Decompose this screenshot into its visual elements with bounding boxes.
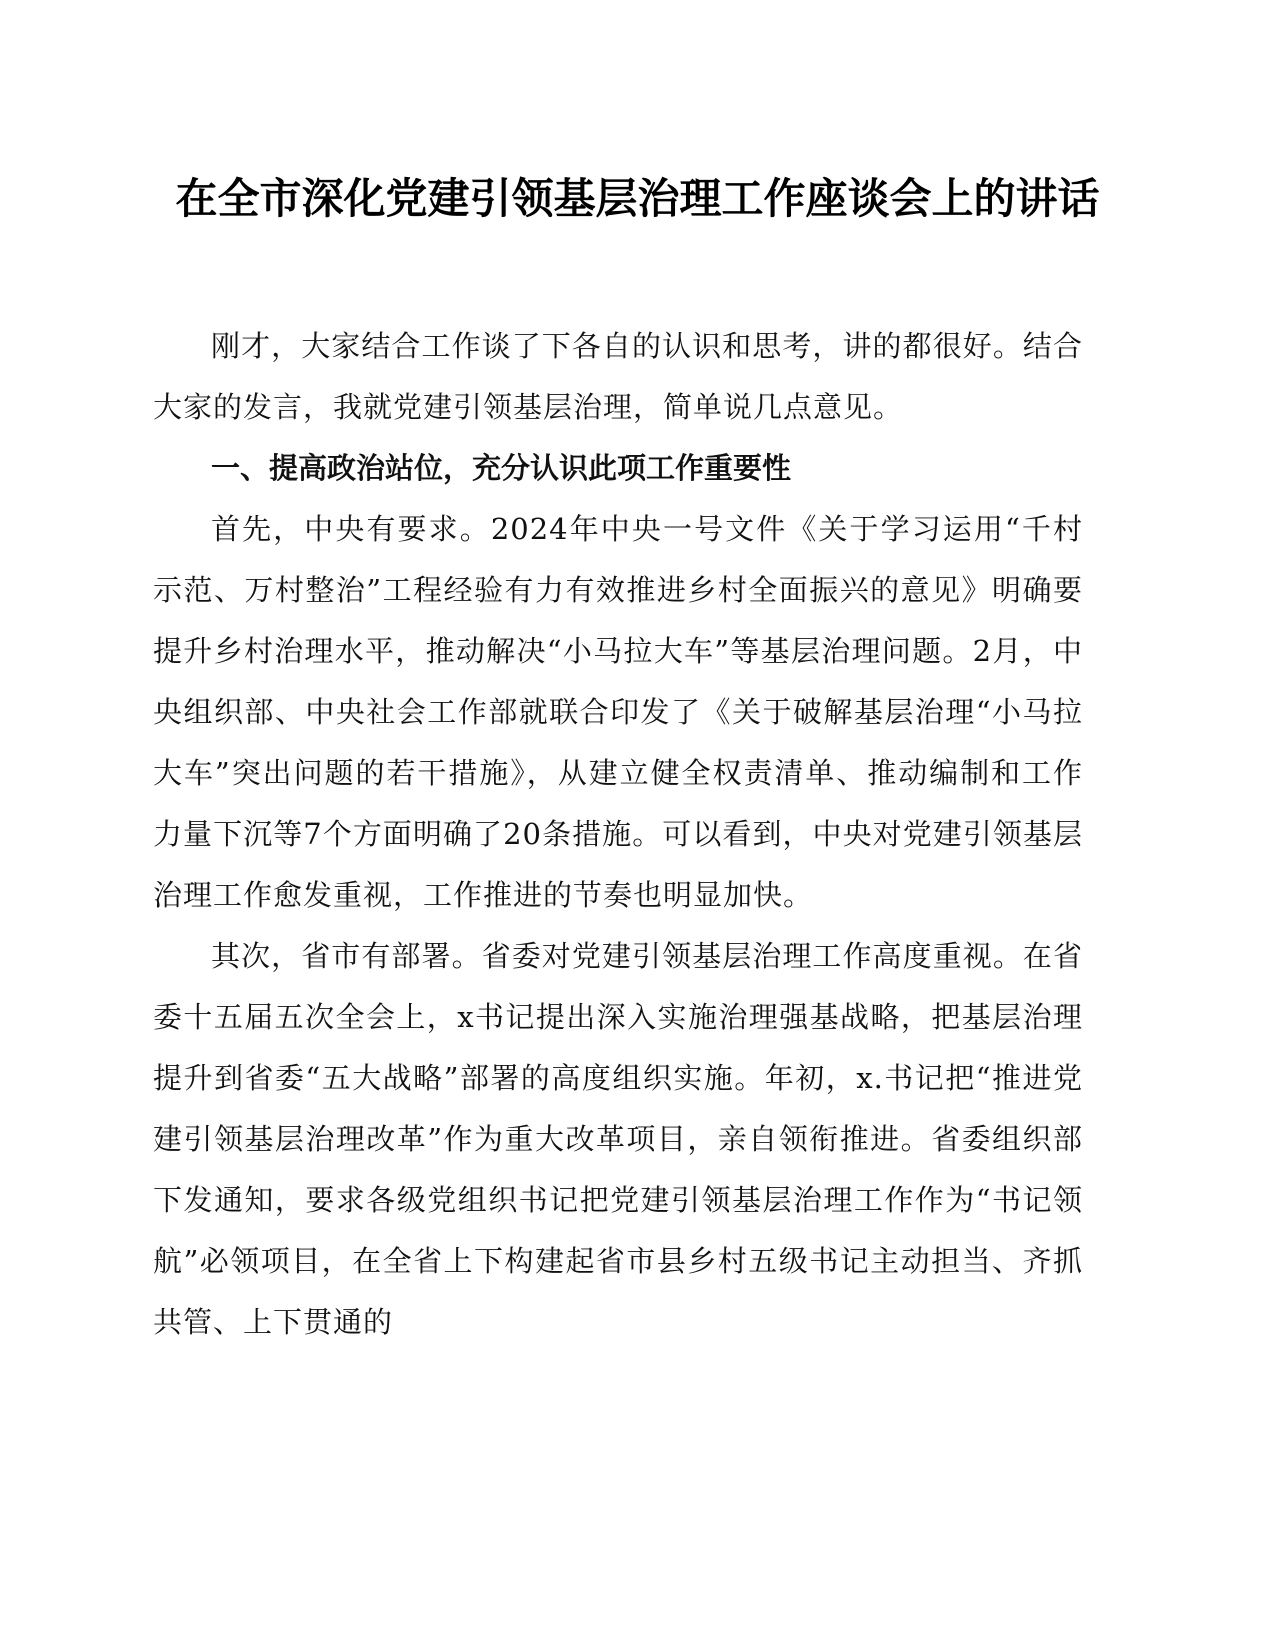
paragraph-intro: 刚才，大家结合工作谈了下各自的认识和思考，讲的都很好。结合大家的发言，我就党建引领基层治理，简单说几点意见。 [153,329,1083,424]
document-body [153,316,1083,1353]
paragraph-provincial-deployment: 其次，省市有部署。省委对党建引领基层治理工作高度重视。在省委十五届五次全会上，x书记提出深入实施治理强基战略，把基层治理提升到省委“五大战略”部署的高度组织实施。年初，x.书记把“推进党建引领基层治理改革”作为重大改革项目，亲自领衔推进。省委组织部下发通知，要求各级党组织书记把党建引领基层治理工作作为“书记领航”必领项目，在全省上下构建起省市县乡村五级书记主动担当、齐抓共管、上下贯通的 [153,939,1083,1339]
document-title: 在全市深化党建引领基层治理工作座谈会上的讲话 [175,174,1100,223]
section-heading-1: 一、提高政治站位，充分认识此项工作重要性 [211,451,792,485]
paragraph-central-requirements: 首先，中央有要求。2024年中央一号文件《关于学习运用“千村示范、万村整治”工程经验有力有效推进乡村全面振兴的意见》明确要提升乡村治理水平，推动解决“小马拉大车”等基层治理问题。2月，中央组织部、中央社会工作部就联合印发了《关于破解基层治理“小马拉大车”突出问题的若干措施》，从建立健全权责清单、推动编制和工作力量下沉等7个方面明确了20条措施。可以看到，中央对党建引领基层治理工作愈发重视，工作推进的节奏也明显加快。 [153,512,1083,912]
